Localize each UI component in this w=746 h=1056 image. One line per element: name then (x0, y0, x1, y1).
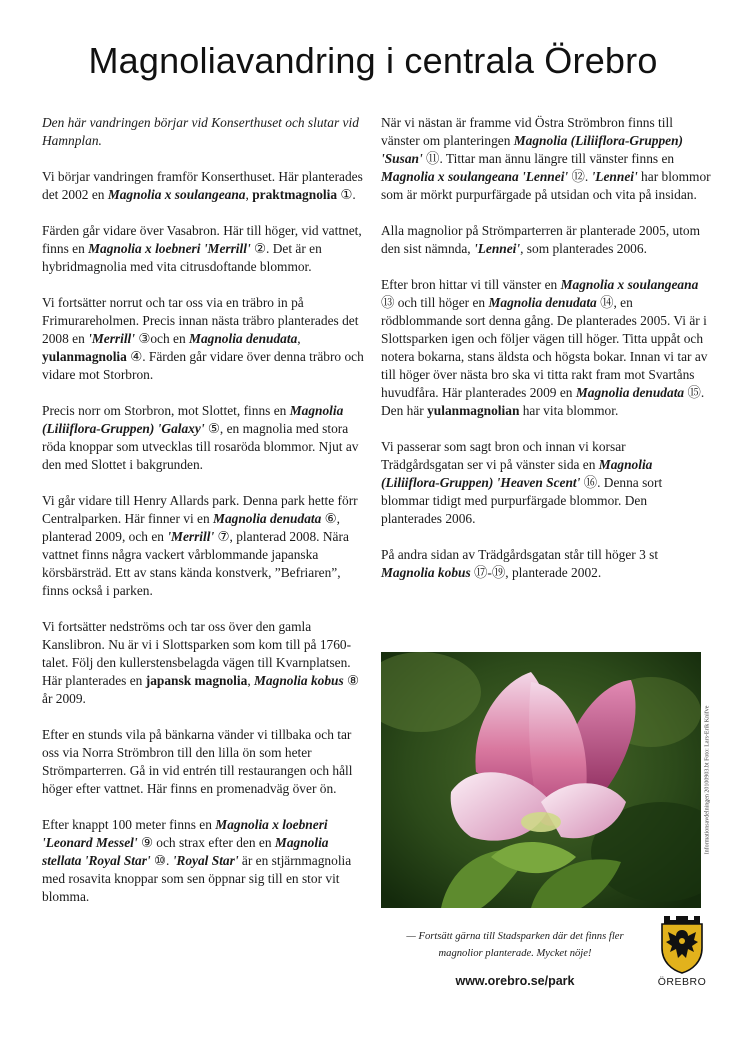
text-run: ⑨ och strax efter den en (137, 835, 275, 850)
text-run: , (247, 673, 255, 688)
text-run: ⑫. (568, 169, 592, 184)
species-name: Magnolia x soulangeana (560, 277, 699, 292)
species-name: Magnolia denudata (189, 331, 298, 346)
species-name: 'Merrill' (88, 331, 135, 346)
text-run: Vi börjar vandringen framför Konserthuset. Här planterades det 2002 en (42, 169, 363, 202)
text-run: Vi passerar som sagt bron och innan vi korsar Trädgårdsgatan ser vi på vänster sida en (381, 439, 626, 472)
text-run: har blommor som är mörkt purpurfärgade på utsidan och vita på insidan. (381, 169, 711, 202)
text-run: ③och en (135, 331, 190, 346)
species-name: Magnolia (Liliiflora-Gruppen) 'Susan' (381, 133, 684, 166)
text-run: ②. Det är en hybridmagnolia med vita citrusdoftande blommor. (42, 241, 322, 274)
species-name: Magnolia x soulangeana (107, 187, 246, 202)
text-run: Efter knappt 100 meter finns en (42, 817, 216, 832)
species-name: Magnolia stellata 'Royal Star' (42, 835, 329, 868)
paragraph (42, 114, 364, 150)
species-name: Magnolia denudata (488, 295, 597, 310)
footer-url-link[interactable]: www.orebro.se/park (455, 974, 575, 988)
common-name: japansk magnolia (145, 673, 248, 688)
text-run: ⑪. Tittar man ännu längre till vänster finns en (422, 151, 675, 166)
paragraph (381, 438, 711, 528)
text-run: Färden går vidare över Vasabron. Här till höger, vid vattnet, finns en (42, 223, 362, 256)
paragraph (42, 168, 364, 204)
text-run: På andra sidan av Trädgårdsgatan står till höger 3 st (381, 547, 659, 562)
right-text-column (381, 114, 711, 600)
text-run: ⑬ och till höger en (381, 295, 489, 310)
text-run: ⑤, en magnolia med stora röda knoppar som utvecklas till rosaröda blommor. Njut av den med Slottet i bakgrunden. (42, 421, 359, 472)
left-text-column (42, 114, 364, 924)
text-run: Den här vandringen börjar vid Konserthuset och slutar vid Hamnplan. (42, 115, 359, 148)
text-run: ⑦, planterad 2008. Nära vattnet finns några vackert vårblommande japanska körsbärsträd. Ett av stans kända konstverk, ”Befriaren”, finns också i parken. (42, 529, 349, 598)
species-name: Magnolia kobus (254, 673, 344, 688)
paragraph (42, 618, 364, 708)
orebro-logo-text: ÖREBRO (657, 976, 707, 988)
paragraph (42, 402, 364, 474)
paragraph (42, 222, 364, 276)
text-run: ⑧ år 2009. (42, 673, 360, 706)
paragraph (381, 546, 711, 582)
text-run: Precis norr om Storbron, mot Slottet, finns en (42, 403, 290, 418)
species-name: 'Merrill' (167, 529, 215, 544)
species-name: 'Lennei' (591, 169, 638, 184)
common-name: yulanmagnolian (427, 403, 520, 418)
species-name: Magnolia kobus (381, 565, 471, 580)
text-run: Efter bron hittar vi till vänster en (381, 277, 561, 292)
text-run: ⑭, en rödblommande sort denna gång. De planterades 2005. Vi är i Slottsparken igen och följer vägen till höger. Titta uppåt och notera bokarna, stans äldsta och högsta bokar. Innan vi tar av till höger över nästa bro ska vi titta rakt fram mot Svartåns huvudfåra. Här planterades 2009 en (381, 295, 708, 400)
text-run: , som planterades 2006. (520, 241, 647, 256)
species-name: 'Royal Star' (172, 853, 239, 868)
text-run: , (245, 187, 253, 202)
footer-note: — Fortsätt gärna till Stadsparken där det finns fler magnolior planterade. Mycket nöje! (406, 931, 624, 959)
page-title: Magnoliavandring i centrala Örebro (88, 40, 658, 81)
species-name: Magnolia (Liliiflora-Gruppen) 'Heaven Scent' (381, 457, 653, 490)
text-run: ⑮. Den här (381, 385, 705, 418)
species-name: Magnolia x loebneri 'Leonard Messel' (42, 817, 328, 850)
text-run: Alla magnolior på Strömparterren är planterade 2005, utom den sist nämnda, (381, 223, 701, 256)
common-name: yulanmagnolia (42, 349, 127, 364)
text-run: har vita blommor. (519, 403, 619, 418)
text-run: , (297, 331, 301, 346)
paragraph (42, 294, 364, 384)
paragraph (381, 276, 711, 420)
species-name: 'Lennei' (473, 241, 521, 256)
text-run: ⑯. Denna sort blommar tidigt med purpurfärgade blommor. Den planterades 2006. (381, 475, 663, 526)
text-run: är en stjärnmagnolia med rosavita knoppar som sen öppnar sig till en stor vit blomma. (42, 853, 352, 904)
species-name: Magnolia x loebneri 'Merrill' (88, 241, 251, 256)
text-run: Vi går vidare till Henry Allards park. Denna park hette förr Centralparken. Här finner vi en (42, 493, 358, 526)
text-run: ⑥, planterad 2009, och en (42, 511, 341, 544)
paragraph (381, 114, 711, 204)
species-name: Magnolia (Liliiflora-Gruppen) 'Galaxy' (42, 403, 344, 436)
species-name: Magnolia denudata (575, 385, 685, 400)
text-run: ⑰-⑲, planterade 2002. (470, 565, 602, 580)
text-run: Efter en stunds vila på bänkarna vänder vi tillbaka och tar oss via Norra Strömbron till den lilla ön som heter Strömparterren. Gå in vid entrén till restaurangen och håll höger efter vattnet. Här finns en promenadväg över ön. (42, 727, 353, 796)
text-run: ④. Färden går vidare över denna träbro och vidare mot Storbron. (42, 349, 364, 382)
magnolia-photo (381, 652, 701, 908)
paragraph (42, 492, 364, 600)
paragraph (42, 816, 364, 906)
text-run: ①. (337, 187, 356, 202)
paragraph (42, 726, 364, 798)
common-name: praktmagnolia (252, 187, 338, 202)
text-run: När vi nästan är framme vid Östra Strömbron finns till vänster om planteringen (381, 115, 673, 148)
text-run: ⑩. (150, 853, 173, 868)
orebro-crest-icon (658, 914, 706, 974)
text-run: Vi fortsätter norrut och tar oss via en träbro in på Frimurareholmen. Precis innan nästa träbro planterades det 2008 en (42, 295, 359, 346)
photo-credit: Informationsavdelningen 20100903.bt Foto: Lars-Erik Knifve (704, 705, 710, 855)
species-name: Magnolia x soulangeana 'Lennei' (381, 169, 569, 184)
text-run: Vi fortsätter nedströms och tar oss över den gamla Kanslibron. Nu är vi i Slottsparken som kom till på 1760-talet. Följ den kullerstensbelagda vägen till Kvarnplatsen. Här planterades en (42, 619, 352, 688)
paragraph (381, 222, 711, 258)
species-name: Magnolia denudata (213, 511, 322, 526)
